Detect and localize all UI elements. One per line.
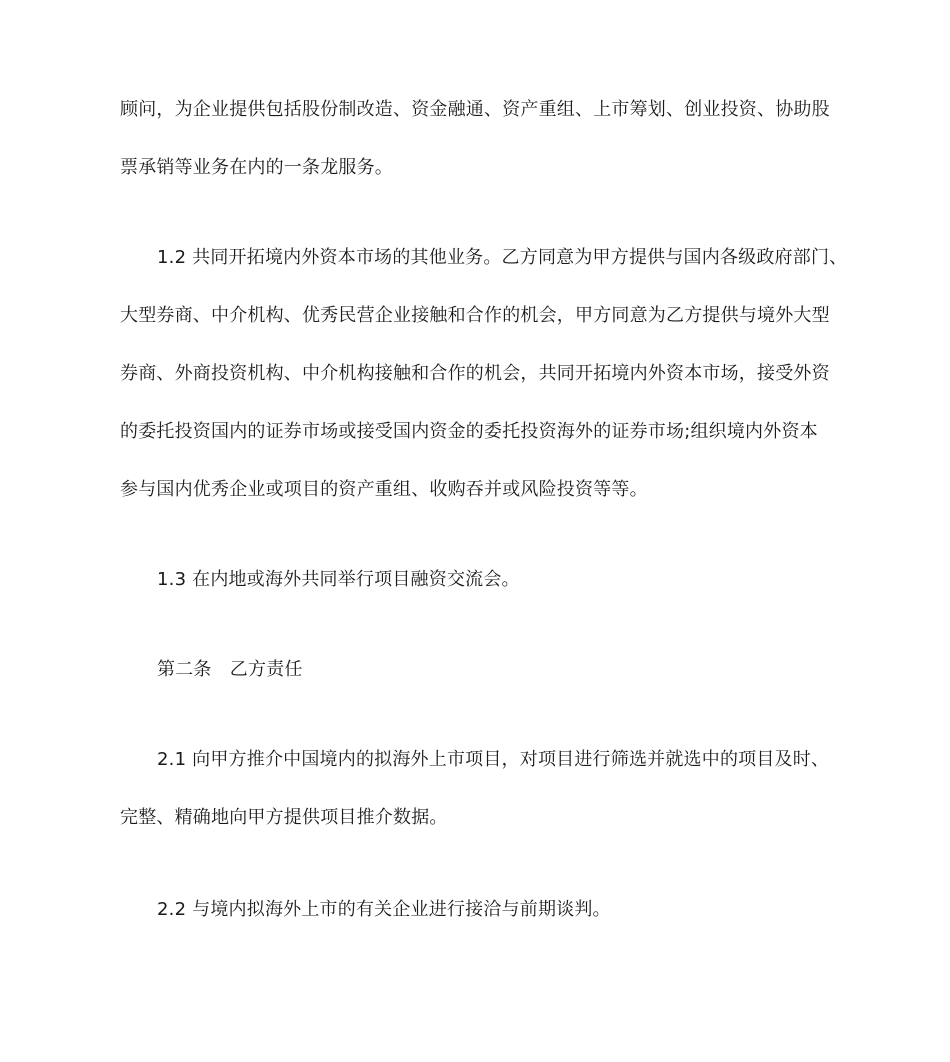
article-2-heading: 第二条 乙方责任 [157,659,303,680]
clause-1-2-line-1: 1.2 共同开拓境内外资本市场的其他业务。乙方同意为甲方提供与国内各级政府部门、 [157,247,848,268]
clause-1-2-line-5: 参与国内优秀企业或项目的资产重组、收购吞并或风险投资等等。 [120,479,648,500]
clause-1-3: 1.3 在内地或海外共同举行项目融资交流会。 [157,569,520,590]
clause-2-2: 2.2 与境内拟海外上市的有关企业进行接洽与前期谈判。 [157,899,611,920]
clause-2-1-line-2: 完整、精确地向甲方提供项目推介数据。 [120,807,448,828]
paragraph-1-line-1: 顾问，为企业提供包括股份制改造、资金融通、资产重组、上市筹划、创业投资、协助股 [120,99,830,120]
clause-1-2-line-3: 券商、外商投资机构、中介机构接触和合作的机会，共同开拓境内外资本市场，接受外资 [120,363,830,384]
clause-2-1-line-1: 2.1 向甲方推介中国境内的拟海外上市项目，对项目进行筛选并就选中的项目及时、 [157,749,830,770]
clause-1-2-line-4: 的委托投资国内的证券市场或接受国内资金的委托投资海外的证券市场;组织境内外资本 [120,421,818,442]
clause-1-2-line-2: 大型券商、中介机构、优秀民营企业接触和合作的机会，甲方同意为乙方提供与境外大型 [120,305,830,326]
paragraph-1-line-2: 票承销等业务在内的一条龙服务。 [120,157,393,178]
